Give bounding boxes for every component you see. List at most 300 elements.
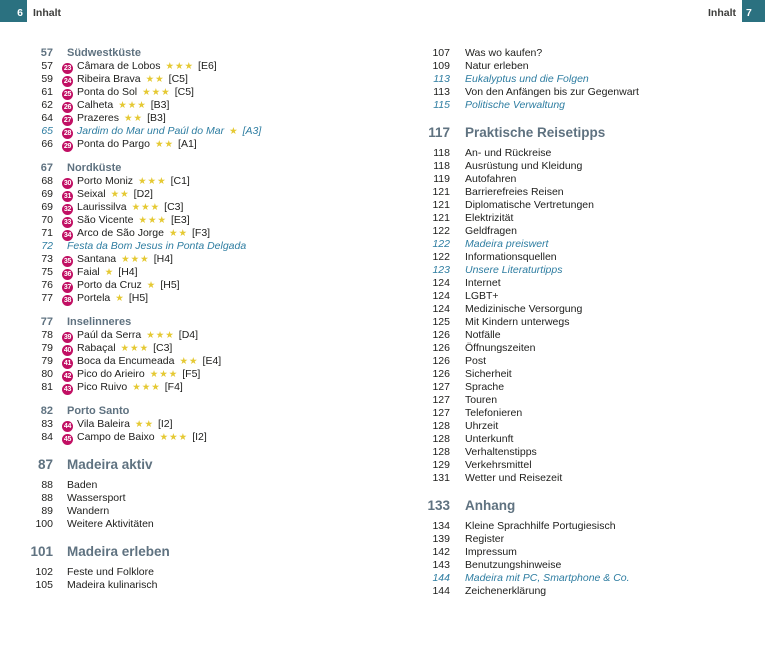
toc-entry — [420, 264, 760, 277]
entry-content — [62, 227, 210, 240]
map-grid-ref: [D2] — [133, 188, 153, 200]
page-number-tab-right — [742, 0, 765, 22]
page-number: 88 — [41, 492, 53, 504]
toc-entry — [420, 394, 760, 407]
page-number: 115 — [433, 99, 450, 111]
entry-content — [465, 160, 582, 173]
page-number: 142 — [432, 546, 450, 558]
toc-entry — [420, 160, 760, 173]
page-number: 113 — [433, 86, 450, 98]
entry-title: Zeichenerklärung — [465, 585, 547, 597]
map-grid-ref: [C5] — [174, 86, 194, 98]
entry-content — [465, 124, 605, 141]
star-rating: ★★ — [179, 356, 199, 367]
entry-title: Laurissilva — [77, 201, 127, 213]
entry-title: Boca da Encumeada — [77, 355, 175, 367]
entry-content — [465, 459, 532, 472]
entry-content — [465, 533, 504, 546]
map-marker-badge: 24 — [63, 78, 72, 85]
map-grid-ref: [F5] — [182, 368, 201, 380]
entry-content — [465, 86, 639, 99]
entry-title: Unsere Literaturtipps — [465, 264, 563, 276]
toc-entry — [16, 342, 388, 355]
map-marker-badge: 45 — [63, 436, 72, 443]
entry-content — [465, 225, 517, 238]
entry-title: Medizinische Versorgung — [465, 303, 583, 315]
entry-title: Jardim do Mar und Paúl do Mar — [77, 125, 225, 137]
entry-content — [62, 342, 172, 355]
entry-content — [62, 456, 153, 473]
entry-content — [62, 479, 97, 492]
page-number: 82 — [40, 405, 53, 417]
entry-content — [465, 497, 515, 514]
star-rating: ★★★ — [149, 369, 179, 380]
entry-title: Vila Baleira — [77, 418, 130, 430]
page-number: 125 — [432, 316, 450, 328]
section-title: Nordküste — [67, 162, 122, 174]
entry-title: Autofahren — [465, 173, 517, 185]
entry-title: LGBT+ — [465, 290, 499, 302]
map-marker-badge: 36 — [63, 271, 72, 278]
entry-content — [62, 125, 261, 138]
entry-content — [465, 420, 498, 433]
toc-entry — [16, 505, 388, 518]
entry-title: Calheta — [77, 99, 114, 111]
chapter-group — [16, 543, 388, 592]
page-number: 129 — [432, 459, 450, 471]
entry-title: Ponta do Pargo — [77, 138, 150, 150]
entry-content — [465, 99, 565, 112]
toc-entry — [420, 225, 760, 238]
entry-title: An- und Rückreise — [465, 147, 552, 159]
toc-entry — [16, 112, 388, 125]
page-number: 118 — [433, 160, 450, 172]
toc-entry — [420, 60, 760, 73]
running-head-left — [33, 0, 61, 22]
map-marker-badge: 25 — [63, 91, 72, 98]
page-number: 113 — [433, 73, 450, 85]
toc-entry — [420, 251, 760, 264]
entry-content — [465, 585, 546, 598]
page-number: 105 — [35, 579, 53, 591]
entry-title: Santana — [77, 253, 117, 265]
toc-entry — [420, 407, 760, 420]
toc-entry — [16, 138, 388, 151]
map-marker-badge: 23 — [63, 65, 72, 72]
star-rating: ★★★ — [131, 202, 161, 213]
star-rating: ★★ — [124, 113, 144, 124]
toc-entry — [16, 60, 388, 73]
page-number: 79 — [41, 355, 53, 367]
page-number: 77 — [41, 292, 53, 304]
toc-entry — [16, 368, 388, 381]
page-number: 128 — [432, 446, 450, 458]
entry-content — [465, 355, 486, 368]
entry-title: Post — [465, 355, 487, 367]
section-heading — [16, 162, 388, 175]
entry-content — [465, 329, 501, 342]
entry-title: Natur erleben — [465, 60, 529, 72]
toc-entry — [16, 214, 388, 227]
star-rating: ★★★ — [118, 100, 147, 111]
section-group — [16, 47, 388, 151]
page-number: 144 — [432, 572, 450, 584]
toc-entry — [420, 316, 760, 329]
entry-content — [62, 518, 154, 531]
toc-entry — [420, 459, 760, 472]
chapter-group — [420, 124, 760, 485]
entry-title: Register — [465, 533, 505, 545]
toc-entry — [16, 355, 388, 368]
entry-content — [62, 492, 126, 505]
star-rating: ★★★ — [138, 176, 167, 187]
map-marker-badge: 39 — [63, 334, 72, 341]
entry-content — [465, 546, 517, 559]
page-number: 119 — [433, 173, 450, 185]
map-grid-ref: [C3] — [164, 201, 184, 213]
page-number: 124 — [432, 290, 450, 302]
entry-content — [465, 147, 551, 160]
toc-entry — [420, 520, 760, 533]
chapter-group — [16, 456, 388, 531]
entry-content — [62, 405, 129, 418]
entry-content — [62, 73, 188, 86]
star-rating: ★★★ — [120, 343, 150, 354]
page-number: 73 — [41, 253, 53, 265]
entry-content — [62, 418, 173, 431]
page-number: 84 — [41, 431, 53, 443]
entry-title: Touren — [465, 394, 498, 406]
toc-entry — [420, 446, 760, 459]
toc-entry — [16, 566, 388, 579]
entry-title: Madeira kulinarisch — [67, 579, 158, 591]
entry-title: Telefonieren — [465, 407, 523, 419]
entry-title: Baden — [67, 479, 98, 491]
star-rating: ★ — [115, 293, 125, 304]
chapter-title: Anhang — [465, 498, 516, 513]
entry-content — [465, 186, 564, 199]
page-number: 61 — [41, 86, 53, 98]
map-marker-badge: 27 — [63, 117, 72, 124]
map-grid-ref: [H5] — [128, 292, 149, 304]
entry-title: Geldfragen — [465, 225, 517, 237]
page-number: 117 — [428, 125, 450, 140]
map-grid-ref: [H4] — [153, 253, 173, 265]
toc-entry — [420, 73, 760, 86]
entry-content — [62, 240, 246, 253]
toc-entry — [16, 86, 388, 99]
entry-title: Ausrüstung und Kleidung — [465, 160, 583, 172]
page-number: 121 — [432, 199, 450, 211]
page-number: 67 — [40, 162, 53, 174]
map-marker-badge: 35 — [63, 258, 72, 265]
toc-entry — [420, 199, 760, 212]
map-grid-ref: [F4] — [164, 381, 183, 393]
toc-entry — [420, 212, 760, 225]
page-number: 77 — [40, 316, 53, 328]
chapter-title: Praktische Reisetipps — [465, 125, 606, 140]
entry-title: Eukalyptus und die Folgen — [465, 73, 589, 85]
map-marker-badge: 33 — [63, 219, 72, 226]
map-marker-badge: 30 — [63, 180, 72, 187]
chapter-heading — [420, 124, 760, 141]
star-rating: ★★★ — [138, 215, 167, 226]
map-marker-badge: 44 — [63, 423, 72, 430]
entry-title: Kleine Sprachhilfe Portugiesisch — [465, 520, 616, 532]
running-head-label: Inhalt — [708, 7, 736, 19]
entry-content — [62, 162, 121, 175]
page-number: 128 — [432, 420, 450, 432]
page-number: 69 — [41, 188, 53, 200]
map-grid-ref: [E4] — [202, 355, 222, 367]
entry-title: Paúl da Serra — [77, 329, 142, 341]
toc-entry — [16, 292, 388, 305]
section-heading — [16, 316, 388, 329]
entry-content — [465, 559, 561, 572]
page-number: 133 — [427, 498, 450, 513]
page-number: 88 — [41, 479, 53, 491]
page-number: 144 — [432, 585, 450, 597]
page-number: 79 — [41, 342, 53, 354]
toc-entry — [420, 238, 760, 251]
entry-content — [62, 201, 183, 214]
toc-entry — [16, 253, 388, 266]
entry-title: Impressum — [465, 546, 517, 558]
star-rating: ★★★ — [132, 382, 161, 393]
entry-title: Sicherheit — [465, 368, 512, 380]
page-number: 124 — [432, 277, 450, 289]
section-heading — [16, 47, 388, 60]
star-rating: ★★ — [110, 189, 130, 200]
page-number: 128 — [432, 433, 450, 445]
page-number: 123 — [432, 264, 450, 276]
toc-entry — [420, 546, 760, 559]
entry-title: Madeira mit PC, Smartphone & Co. — [465, 572, 630, 584]
entry-title: Verkehrsmittel — [465, 459, 532, 471]
map-marker-badge: 40 — [63, 347, 72, 354]
entry-content — [465, 264, 562, 277]
star-rating: ★★★ — [142, 87, 171, 98]
page-number: 127 — [432, 381, 450, 393]
entry-title: Uhrzeit — [465, 420, 499, 432]
page-number: 72 — [41, 240, 53, 252]
page-number: 134 — [432, 520, 450, 532]
page-number: 126 — [432, 368, 450, 380]
map-marker-badge: 43 — [63, 386, 72, 393]
entry-content — [465, 472, 562, 485]
map-grid-ref: [C1] — [170, 175, 190, 187]
entry-content — [62, 99, 169, 112]
entry-title: Campo de Baixo — [77, 431, 155, 443]
toc-entry — [420, 420, 760, 433]
running-head-label: Inhalt — [33, 7, 61, 19]
page-number: 57 — [41, 60, 53, 72]
toc-entry — [420, 572, 760, 585]
entry-title: Von den Anfängen bis zur Gegenwart — [465, 86, 639, 98]
section-group — [16, 316, 388, 394]
entry-title: Barrierefreies Reisen — [465, 186, 564, 198]
page-number: 109 — [432, 60, 450, 72]
map-grid-ref: [F3] — [192, 227, 211, 239]
entry-content — [465, 407, 522, 420]
entry-content — [465, 73, 589, 86]
toc-entry — [420, 277, 760, 290]
entry-content — [465, 238, 548, 251]
entry-title: Portela — [77, 292, 111, 304]
section-group — [16, 405, 388, 444]
toc-entry — [16, 201, 388, 214]
entry-title: Ponta do Sol — [77, 86, 138, 98]
entry-title: Porto Moniz — [77, 175, 134, 187]
map-marker-badge: 32 — [63, 206, 72, 213]
page-number: 68 — [41, 175, 53, 187]
entry-content — [62, 138, 197, 151]
toc-entry — [16, 125, 388, 138]
map-grid-ref: [I2] — [157, 418, 173, 430]
entry-content — [62, 266, 138, 279]
entry-content — [465, 446, 537, 459]
entry-content — [62, 368, 200, 381]
entry-content — [465, 381, 504, 394]
toc-entry — [420, 147, 760, 160]
star-rating: ★ — [229, 126, 239, 137]
page-number: 83 — [41, 418, 53, 430]
section-title: Südwestküste — [67, 47, 141, 59]
chapter-heading — [16, 456, 388, 473]
page-number: 101 — [30, 544, 53, 559]
page-number: 6 — [17, 7, 23, 19]
page-number: 75 — [41, 266, 53, 278]
entry-title: São Vicente — [77, 214, 134, 226]
entry-title: Wetter und Reisezeit — [465, 472, 563, 484]
chapter-heading — [420, 497, 760, 514]
map-grid-ref: [D4] — [178, 329, 199, 341]
toc-entry — [16, 579, 388, 592]
page-number: 59 — [41, 73, 53, 85]
map-grid-ref: [E6] — [198, 60, 217, 72]
star-rating: ★★ — [145, 74, 165, 85]
map-grid-ref: [B3] — [147, 112, 166, 124]
toc-entry — [420, 585, 760, 598]
entry-content — [465, 342, 535, 355]
toc-entry — [16, 492, 388, 505]
page-number: 107 — [432, 47, 450, 59]
map-marker-badge: 28 — [63, 130, 72, 137]
entry-content — [465, 572, 630, 585]
map-marker-badge: 29 — [63, 143, 72, 150]
toc-entry — [16, 279, 388, 292]
page-number: 65 — [41, 125, 53, 137]
entry-content — [465, 290, 499, 303]
toc-entry — [420, 433, 760, 446]
entry-content — [465, 277, 501, 290]
entry-content — [62, 279, 180, 292]
entry-content — [465, 251, 557, 264]
toc-entry — [420, 303, 760, 316]
entry-content — [465, 47, 542, 60]
entry-content — [465, 394, 497, 407]
toc-entry — [420, 47, 760, 60]
entry-title: Verhaltenstipps — [465, 446, 537, 458]
entry-content — [465, 368, 512, 381]
page-number: 126 — [432, 329, 450, 341]
entry-title: Sprache — [465, 381, 505, 393]
entry-content — [62, 355, 221, 368]
entry-content — [465, 433, 513, 446]
entry-content — [62, 253, 173, 266]
toc-entry — [16, 518, 388, 531]
page-number: 87 — [37, 457, 53, 472]
toc-entry — [420, 342, 760, 355]
entry-title: Pico do Arieiro — [77, 368, 145, 380]
plain-group — [420, 47, 760, 112]
entry-content — [62, 214, 190, 227]
map-grid-ref: [E3] — [171, 214, 190, 226]
entry-content — [62, 543, 170, 560]
page-number: 127 — [432, 394, 450, 406]
page-number: 7 — [746, 7, 752, 19]
toc-entry — [420, 186, 760, 199]
toc-entry — [420, 290, 760, 303]
toc-entry — [420, 173, 760, 186]
star-rating: ★★ — [134, 419, 154, 430]
page-number: 102 — [35, 566, 53, 578]
toc-entry — [16, 479, 388, 492]
entry-content — [62, 188, 153, 201]
star-rating: ★★ — [154, 139, 175, 150]
toc-column-left — [16, 47, 388, 592]
toc-entry — [16, 266, 388, 279]
chapter-heading — [16, 543, 388, 560]
entry-title: Seixal — [77, 188, 106, 200]
entry-title: Öffnungszeiten — [465, 342, 536, 354]
map-marker-badge: 26 — [63, 104, 72, 111]
toc-entry — [16, 175, 388, 188]
toc-entry — [420, 86, 760, 99]
entry-title: Rabaçal — [77, 342, 116, 354]
entry-content — [465, 316, 569, 329]
toc-entry — [16, 73, 388, 86]
entry-title: Elektrizität — [465, 212, 514, 224]
entry-title: Weitere Aktivitäten — [67, 518, 154, 530]
map-marker-badge: 31 — [63, 193, 72, 200]
star-rating: ★★★ — [165, 61, 195, 72]
toc-entry — [420, 533, 760, 546]
star-rating: ★★★ — [121, 254, 150, 265]
map-marker-badge: 41 — [63, 360, 72, 367]
entry-title: Unterkunft — [465, 433, 514, 445]
page-number: 124 — [432, 303, 450, 315]
entry-content — [62, 381, 183, 394]
chapter-group — [420, 497, 760, 598]
star-rating: ★ — [104, 267, 115, 278]
section-title: Inselinneres — [67, 316, 132, 328]
map-marker-badge: 38 — [63, 297, 72, 304]
entry-title: Festa da Bom Jesus in Ponta Delgada — [67, 240, 247, 252]
entry-content — [62, 566, 154, 579]
entry-title: Wandern — [67, 505, 110, 517]
page-number: 122 — [432, 251, 450, 263]
entry-title: Internet — [465, 277, 501, 289]
entry-content — [62, 47, 141, 60]
map-grid-ref: [A1] — [178, 138, 197, 150]
entry-content — [465, 60, 529, 73]
section-group — [16, 162, 388, 305]
page-number: 126 — [432, 342, 450, 354]
entry-title: Notfälle — [465, 329, 501, 341]
page-number: 143 — [432, 559, 450, 571]
entry-title: Pico Ruivo — [77, 381, 128, 393]
